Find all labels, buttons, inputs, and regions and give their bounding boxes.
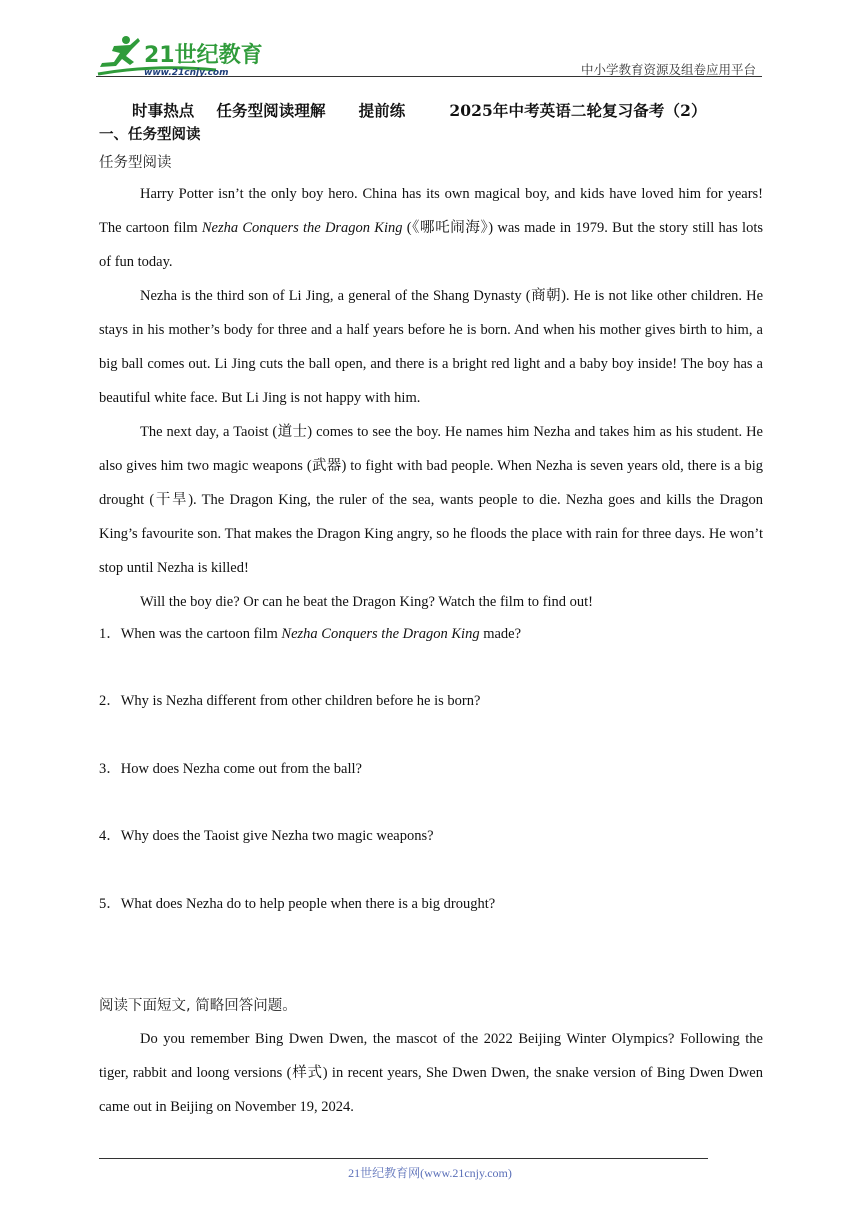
question-1: 1．When was the cartoon film Nezha Conquers the Dragon King made? xyxy=(99,626,522,642)
passage-paragraph: Harry Potter isn’t the only boy hero. China has its own magical boy, and kids have loved him for years! The cartoon film Nezha Conquers the Dragon King (《哪吒闹海》) was made in 1979. But the story still has lots of fun today. xyxy=(99,186,764,270)
page-header xyxy=(96,34,762,78)
question-2: 2．Why is Nezha different from other children before he is born? xyxy=(99,693,481,709)
question-4: 4．Why does the Taoist give Nezha two magic weapons? xyxy=(99,828,434,844)
footer-divider xyxy=(99,1158,708,1159)
passage-paragraph: Nezha is the third son of Li Jing, a general of the Shang Dynasty (商朝). He is not like other children. He stays in his mother’s body for three and a half years before he is born. And when his mother gives birth to him, a big ball comes out. Li Jing cuts the ball open, and there is a bright red light and a baby boy inside! The boy has a beautiful white face. But Li Jing is not happy with him. xyxy=(99,288,763,406)
reading-instruction: 阅读下面短文, 简略回答问题。 xyxy=(99,998,297,1014)
section-subheading: 任务型阅读 xyxy=(99,155,172,171)
passage-paragraph: Do you remember Bing Dwen Dwen, the mascot of the 2022 Beijing Winter Olympics? Following the tiger, rabbit and loong versions (样式) in recent years, She Dwen Dwen, the snake version of Bing Dwen Dwen came out in Beijing on November 19, 2024. xyxy=(99,1031,763,1115)
site-logo xyxy=(96,34,266,78)
document-title: 时事热点 任务型阅读理解 提前练 2025年中考英语二轮复习备考（2） xyxy=(132,101,707,120)
passage-paragraph: The next day, a Taoist (道士) comes to see the boy. He names him Nezha and takes him as his student. He also gives him two magic weapons (武器) to fight with bad people. When Nezha is seven years old, there is a big drought (干旱). The Dragon King, the ruler of the sea, wants people to die. Nezha goes and kills the Dragon King’s favourite son. That makes the Dragon King angry, so he floods the place with rain for three days. He won’t stop until Nezha is killed! xyxy=(99,424,763,576)
logo-url: www.21cnjy.com xyxy=(144,68,229,78)
question-5: 5．What does Nezha do to help people when there is a big drought? xyxy=(99,896,496,912)
film-title: Nezha Conquers the Dragon King xyxy=(281,626,480,642)
question-3: 3．How does Nezha come out from the ball? xyxy=(99,761,362,777)
section-heading: 一、任务型阅读 xyxy=(99,127,201,143)
logo-text: 21世纪教育 xyxy=(144,43,263,68)
passage-one xyxy=(99,177,763,619)
passage-two xyxy=(99,1022,763,1124)
platform-label: 中小学教育资源及组卷应用平台 xyxy=(580,62,756,77)
header-divider xyxy=(96,76,762,77)
footer-link[interactable]: 21世纪教育网(www.21cnjy.com) xyxy=(348,1166,512,1180)
passage-paragraph: Will the boy die? Or can he beat the Dragon King? Watch the film to find out! xyxy=(140,594,593,610)
film-title: Nezha Conquers the Dragon King xyxy=(201,220,403,236)
